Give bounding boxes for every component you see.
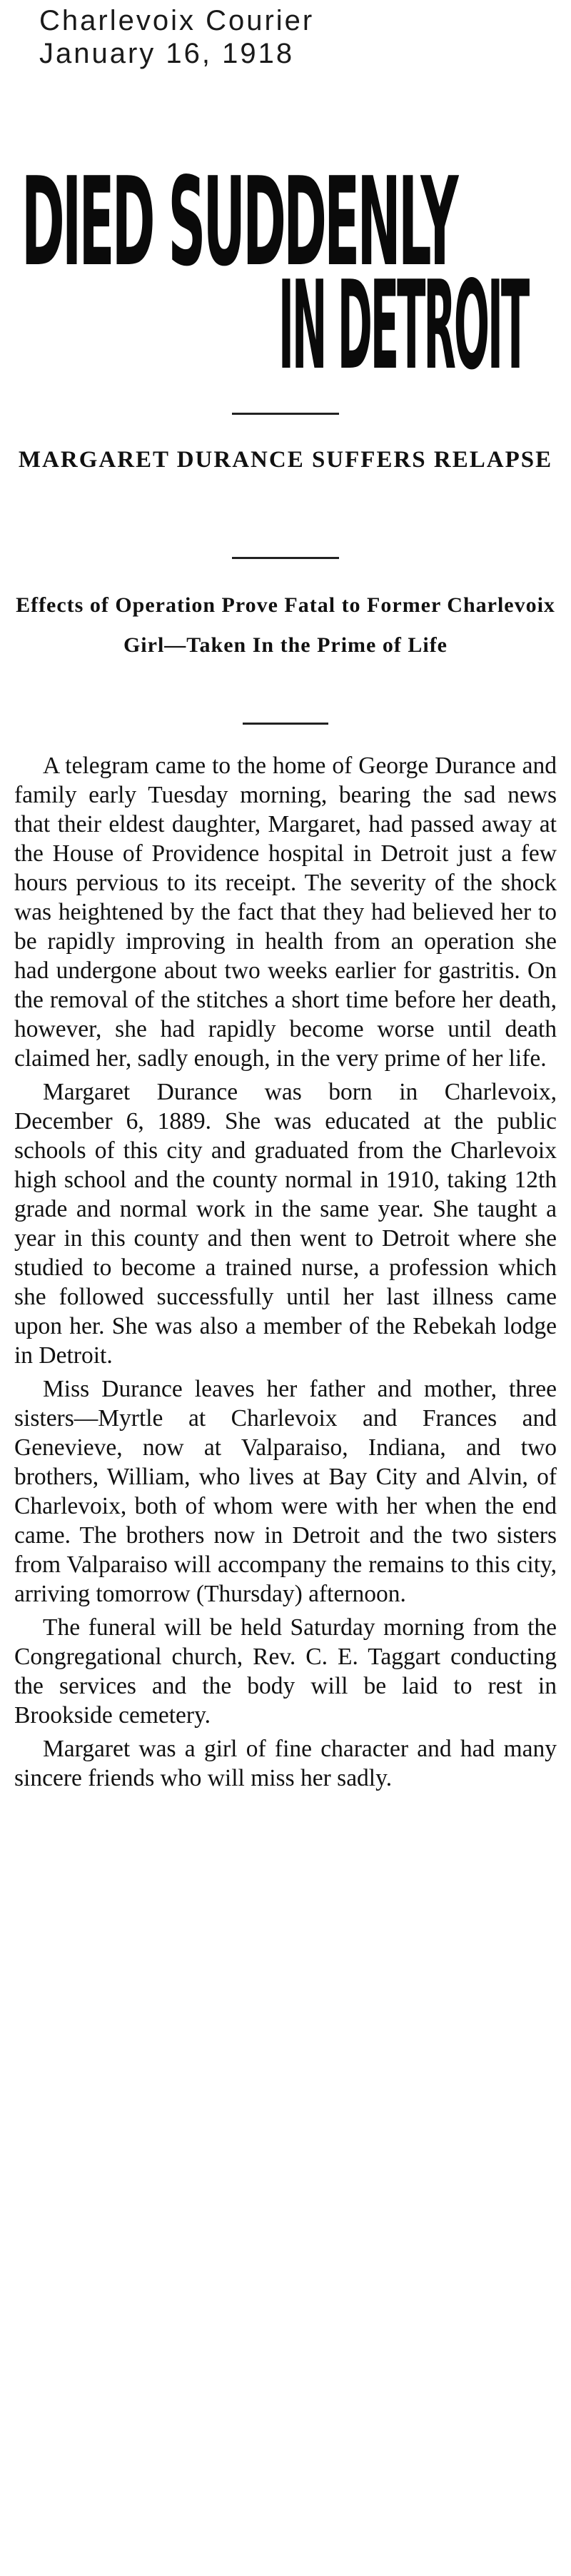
article-paragraph-3: Miss Durance leaves her father and mother, three sisters—Myrtle at Charlevoix and Frances and Genevieve, now at Valparaiso, Indiana, and two brothers, William, who lives at Bay City and Alvin, of Charlevoix, both of whom were with her when the end came. The brothers now in Detroit and the two sisters from Valparaiso will accompany the remains to this city, arriving tomorrow (Thursday) afternoon. xyxy=(14,1376,557,1607)
subheadline-secondary: Effects of Operation Prove Fatal to Former Charlevoix Girl—Taken In the Prime of Life xyxy=(16,593,555,657)
article-paragraph-1: A telegram came to the home of George Durance and family early Tuesday morning, bearing the sad news that their eldest daughter, Margaret, had passed away at the House of Providence hospital in Detroit just a few hours pervious to its receipt. The severity of the shock was heightened by the fact that they had believed her to be rapidly improving in health from an operation she had undergone about two weeks earlier for gastritis. On the removal of the stitches a short time before her death, however, she had rapidly become worse until death claimed her, sadly enough, in the very prime of her life. xyxy=(14,753,557,1072)
divider-rule-3 xyxy=(243,723,328,725)
headline-line-1: DIED SUDDENLY xyxy=(21,150,456,293)
headline-line-2: IN DETROIT xyxy=(278,253,528,397)
source-citation xyxy=(39,4,314,70)
publication-name: Charlevoix Courier xyxy=(39,5,315,36)
article-paragraph-2: Margaret Durance was born in Charlevoix, December 6, 1889. She was educated at the public schools of this city and graduated from the Charlevoix high school and the county normal in 1910, taking 12th grade and normal work in the same year. She taught a year in this county and then went to Detroit where she studied to become a trained nurse, a profession which she followed successfully until her last illness came upon her. She was also a member of the Rebekah lodge in Detroit. xyxy=(14,1079,557,1369)
article-body xyxy=(14,751,557,1797)
article-paragraph-4: The funeral will be held Saturday morning from the Congregational church, Rev. C. E. Taggart conducting the services and the body will be laid to rest in Brookside cemetery. xyxy=(14,1614,557,1729)
divider-rule-1 xyxy=(232,413,339,415)
publication-date: January 16, 1918 xyxy=(39,38,295,69)
divider-rule-2 xyxy=(232,557,339,559)
subheadline-primary: MARGARET DURANCE SUFFERS RELAPSE xyxy=(18,447,553,473)
article-paragraph-5: Margaret was a girl of fine character and had many sincere friends who will miss her sadly. xyxy=(14,1736,557,1791)
